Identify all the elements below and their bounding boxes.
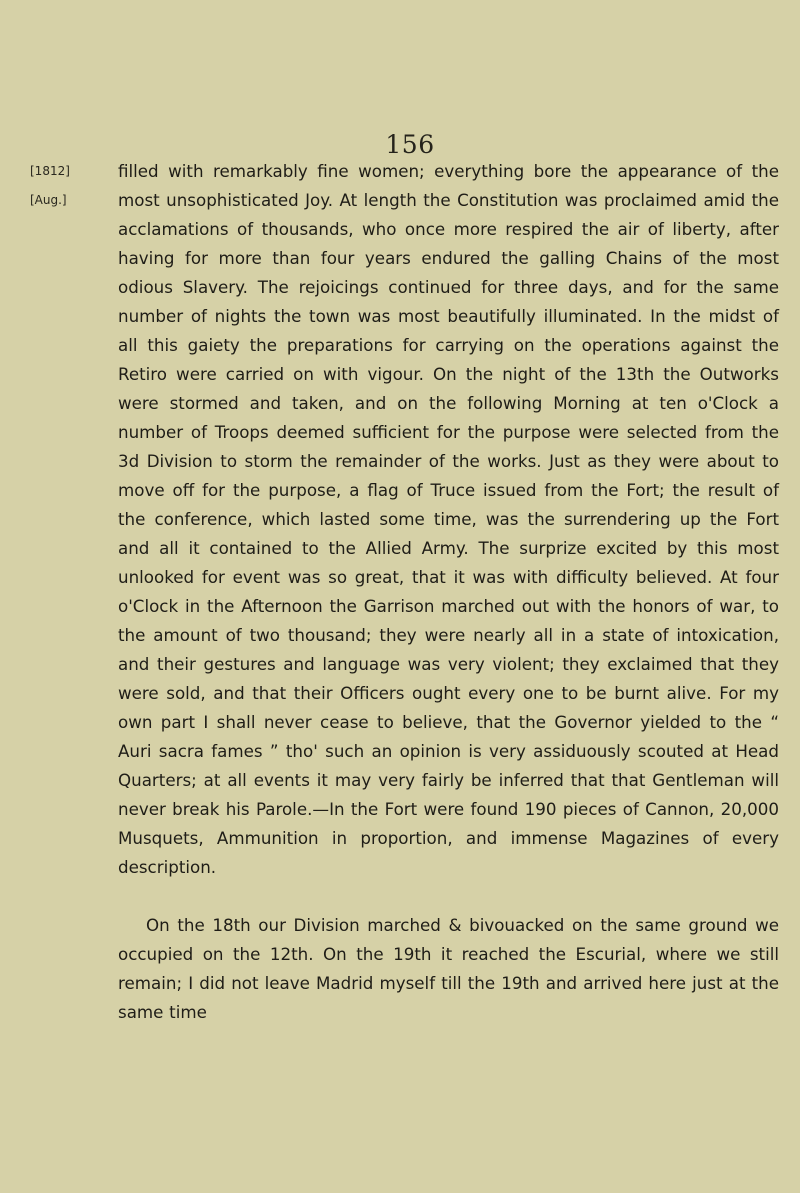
margin-year: [1812]: [30, 164, 70, 178]
page-number: 156: [385, 130, 435, 159]
margin-note: [30, 157, 90, 215]
paragraph-1: filled with remarkably fine women; everything bore the appearance of the most unsophisticated Joy. At length the Constitution was proclaimed amid the acclamations of thousands, who once more respired the air of liberty, after having for more than four years endured the galling Chains of the most odious Slavery. The rejoicings continued for three days, and for the same number of nights the town was most beautifully illuminated. In the midst of all this gaiety the preparations for carrying on the operations against the Retiro were carried on with vigour. On the night of the 13th the Outworks were stormed and taken, and on the following Morning at ten o'Clock a number of Troops deemed sufficient for the purpose were selected from the 3d Division to storm the remainder of the works. Just as they were about to move off for the purpose, a flag of Truce issued from the Fort; the result of the conference, which lasted some time, was the surrendering up the Fort and all it contained to the Allied Army. The surprize excited by this most unlooked for event was so great, that it was with difficulty believed. At four o'Clock in the Afternoon the Garrison marched out with the honors of war, to the amount of two thousand; they were nearly all in a state of intoxication, and their gestures and language was very violent; they exclaimed that they were sold, and that their Officers ought every one to be burnt alive. For my own part I shall never cease to believe, that the Governor yielded to the “ Auri sacra fames ” tho' such an opinion is very assiduously scouted at Head Quarters; at all events it may very fairly be inferred that that Gentleman will never break his Parole.—In the Fort were found 190 pieces of Cannon, 20,000 Musquets, Ammunition in proportion, and immense Magazines of every description.: [118, 161, 779, 877]
margin-month: [Aug.]: [30, 193, 67, 207]
paragraph-2: On the 18th our Division marched & bivouacked on the same ground we occupied on the 12th. On the 19th it reached the Escurial, where we still remain; I did not leave Madrid myself till the 19th and arrived here just at the same time: [118, 915, 779, 1022]
body-text: [118, 157, 779, 1027]
